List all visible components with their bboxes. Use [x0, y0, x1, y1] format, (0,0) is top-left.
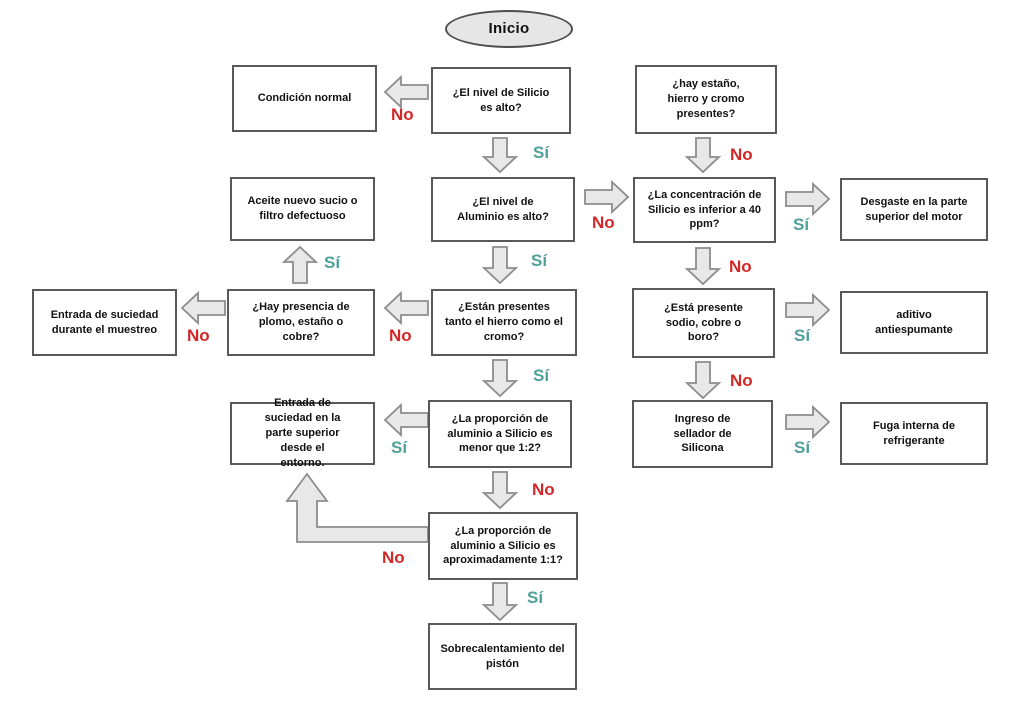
- label-concentracion-si: Sí: [793, 215, 810, 234]
- label-estano-no: No: [730, 145, 753, 164]
- arrow-down-silicio-si-icon: [484, 138, 516, 172]
- node-inicio: Inicio: [445, 10, 573, 48]
- node-q-concentracion-40ppm: ¿La concentración de Silicio es inferior a 40 ppm?: [633, 177, 776, 243]
- arrow-down-sodio-no-icon: [687, 362, 719, 398]
- node-aditivo-antiespumante: aditivo antiespumante: [840, 291, 988, 354]
- label-sodio-si: Sí: [794, 326, 811, 345]
- node-q-estano-hierro-cromo: ¿hay estaño, hierro y cromo presentes?: [635, 65, 777, 134]
- node-desgaste-motor: Desgaste en la parte superior del motor: [840, 178, 988, 241]
- label-proporcion11-si: Sí: [527, 588, 544, 607]
- label-silicio-no: No: [391, 105, 414, 124]
- label-aluminio-no: No: [592, 213, 615, 232]
- arrow-down-aluminio-si-icon: [484, 247, 516, 283]
- arrow-down-proporcion12-no-icon: [484, 472, 516, 508]
- node-aceite-nuevo-sucio: Aceite nuevo sucio o filtro defectuoso: [230, 177, 375, 241]
- arrow-left-proporcion12-si-icon: [385, 405, 428, 435]
- label-sodio-no: No: [730, 371, 753, 390]
- label-proporcion12-si: Sí: [391, 438, 408, 457]
- arrow-right-ingreso-si-icon: [786, 407, 829, 437]
- label-concentracion-no: No: [729, 257, 752, 276]
- label-aluminio-si: Sí: [531, 251, 548, 270]
- node-q-proporcion-aprox-1-1: ¿La proporción de aluminio a Silicio es aproximadamente 1:1?: [428, 512, 578, 580]
- node-q-plomo-estano-cobre: ¿Hay presencia de plomo, estaño o cobre?: [227, 289, 375, 356]
- label-plomo-no: No: [187, 326, 210, 345]
- node-ingreso-sellador-silicona: Ingreso de sellador de Silicona: [632, 400, 773, 468]
- node-fuga-interna-refrigerante: Fuga interna de refrigerante: [840, 402, 988, 465]
- arrow-down-proporcion11-si-icon: [484, 583, 516, 620]
- label-proporcion11-no: No: [382, 548, 405, 567]
- arrow-left-plomo-no-icon: [182, 293, 225, 323]
- label-plomo-si: Sí: [324, 253, 341, 272]
- node-condicion-normal: Condición normal: [232, 65, 377, 132]
- label-ingreso-si: Sí: [794, 438, 811, 457]
- arrow-right-concentracion-si-icon: [786, 184, 829, 214]
- label-hierrocromo-si: Sí: [533, 366, 550, 385]
- label-silicio-si: Sí: [533, 143, 550, 162]
- node-q-hierro-cromo: ¿Están presentes tanto el hierro como el cromo?: [431, 289, 577, 356]
- arrow-down-concentracion-no-icon: [687, 248, 719, 284]
- arrow-right-sodio-si-icon: [786, 295, 829, 325]
- arrow-left-hierrocromo-no-icon: [385, 293, 428, 323]
- arrow-left-silicio-no-icon: [385, 77, 428, 107]
- arrow-elbow-proporcion11-no-icon: [287, 474, 428, 542]
- node-entrada-suciedad-entorno: Entrada de suciedad en la parte superior desde el entorno.: [230, 402, 375, 465]
- label-hierrocromo-no: No: [389, 326, 412, 345]
- label-proporcion12-no: No: [532, 480, 555, 499]
- arrow-right-aluminio-no-icon: [585, 182, 628, 212]
- node-entrada-suciedad-muestreo: Entrada de suciedad durante el muestreo: [32, 289, 177, 356]
- node-q-silicio-alto: ¿El nivel de Silicio es alto?: [431, 67, 571, 134]
- arrow-down-hierrocromo-si-icon: [484, 360, 516, 396]
- node-q-aluminio-alto: ¿El nivel de Aluminio es alto?: [431, 177, 575, 242]
- node-sobrecalentamiento-piston: Sobrecalentamiento del pistón: [428, 623, 577, 690]
- node-q-proporcion-menor-1-2: ¿La proporción de aluminio a Silicio es menor que 1:2?: [428, 400, 572, 468]
- arrow-down-estano-no-icon: [687, 138, 719, 172]
- node-q-sodio-cobre-boro: ¿Está presente sodio, cobre o boro?: [632, 288, 775, 358]
- arrow-up-plomo-si-icon: [284, 247, 316, 283]
